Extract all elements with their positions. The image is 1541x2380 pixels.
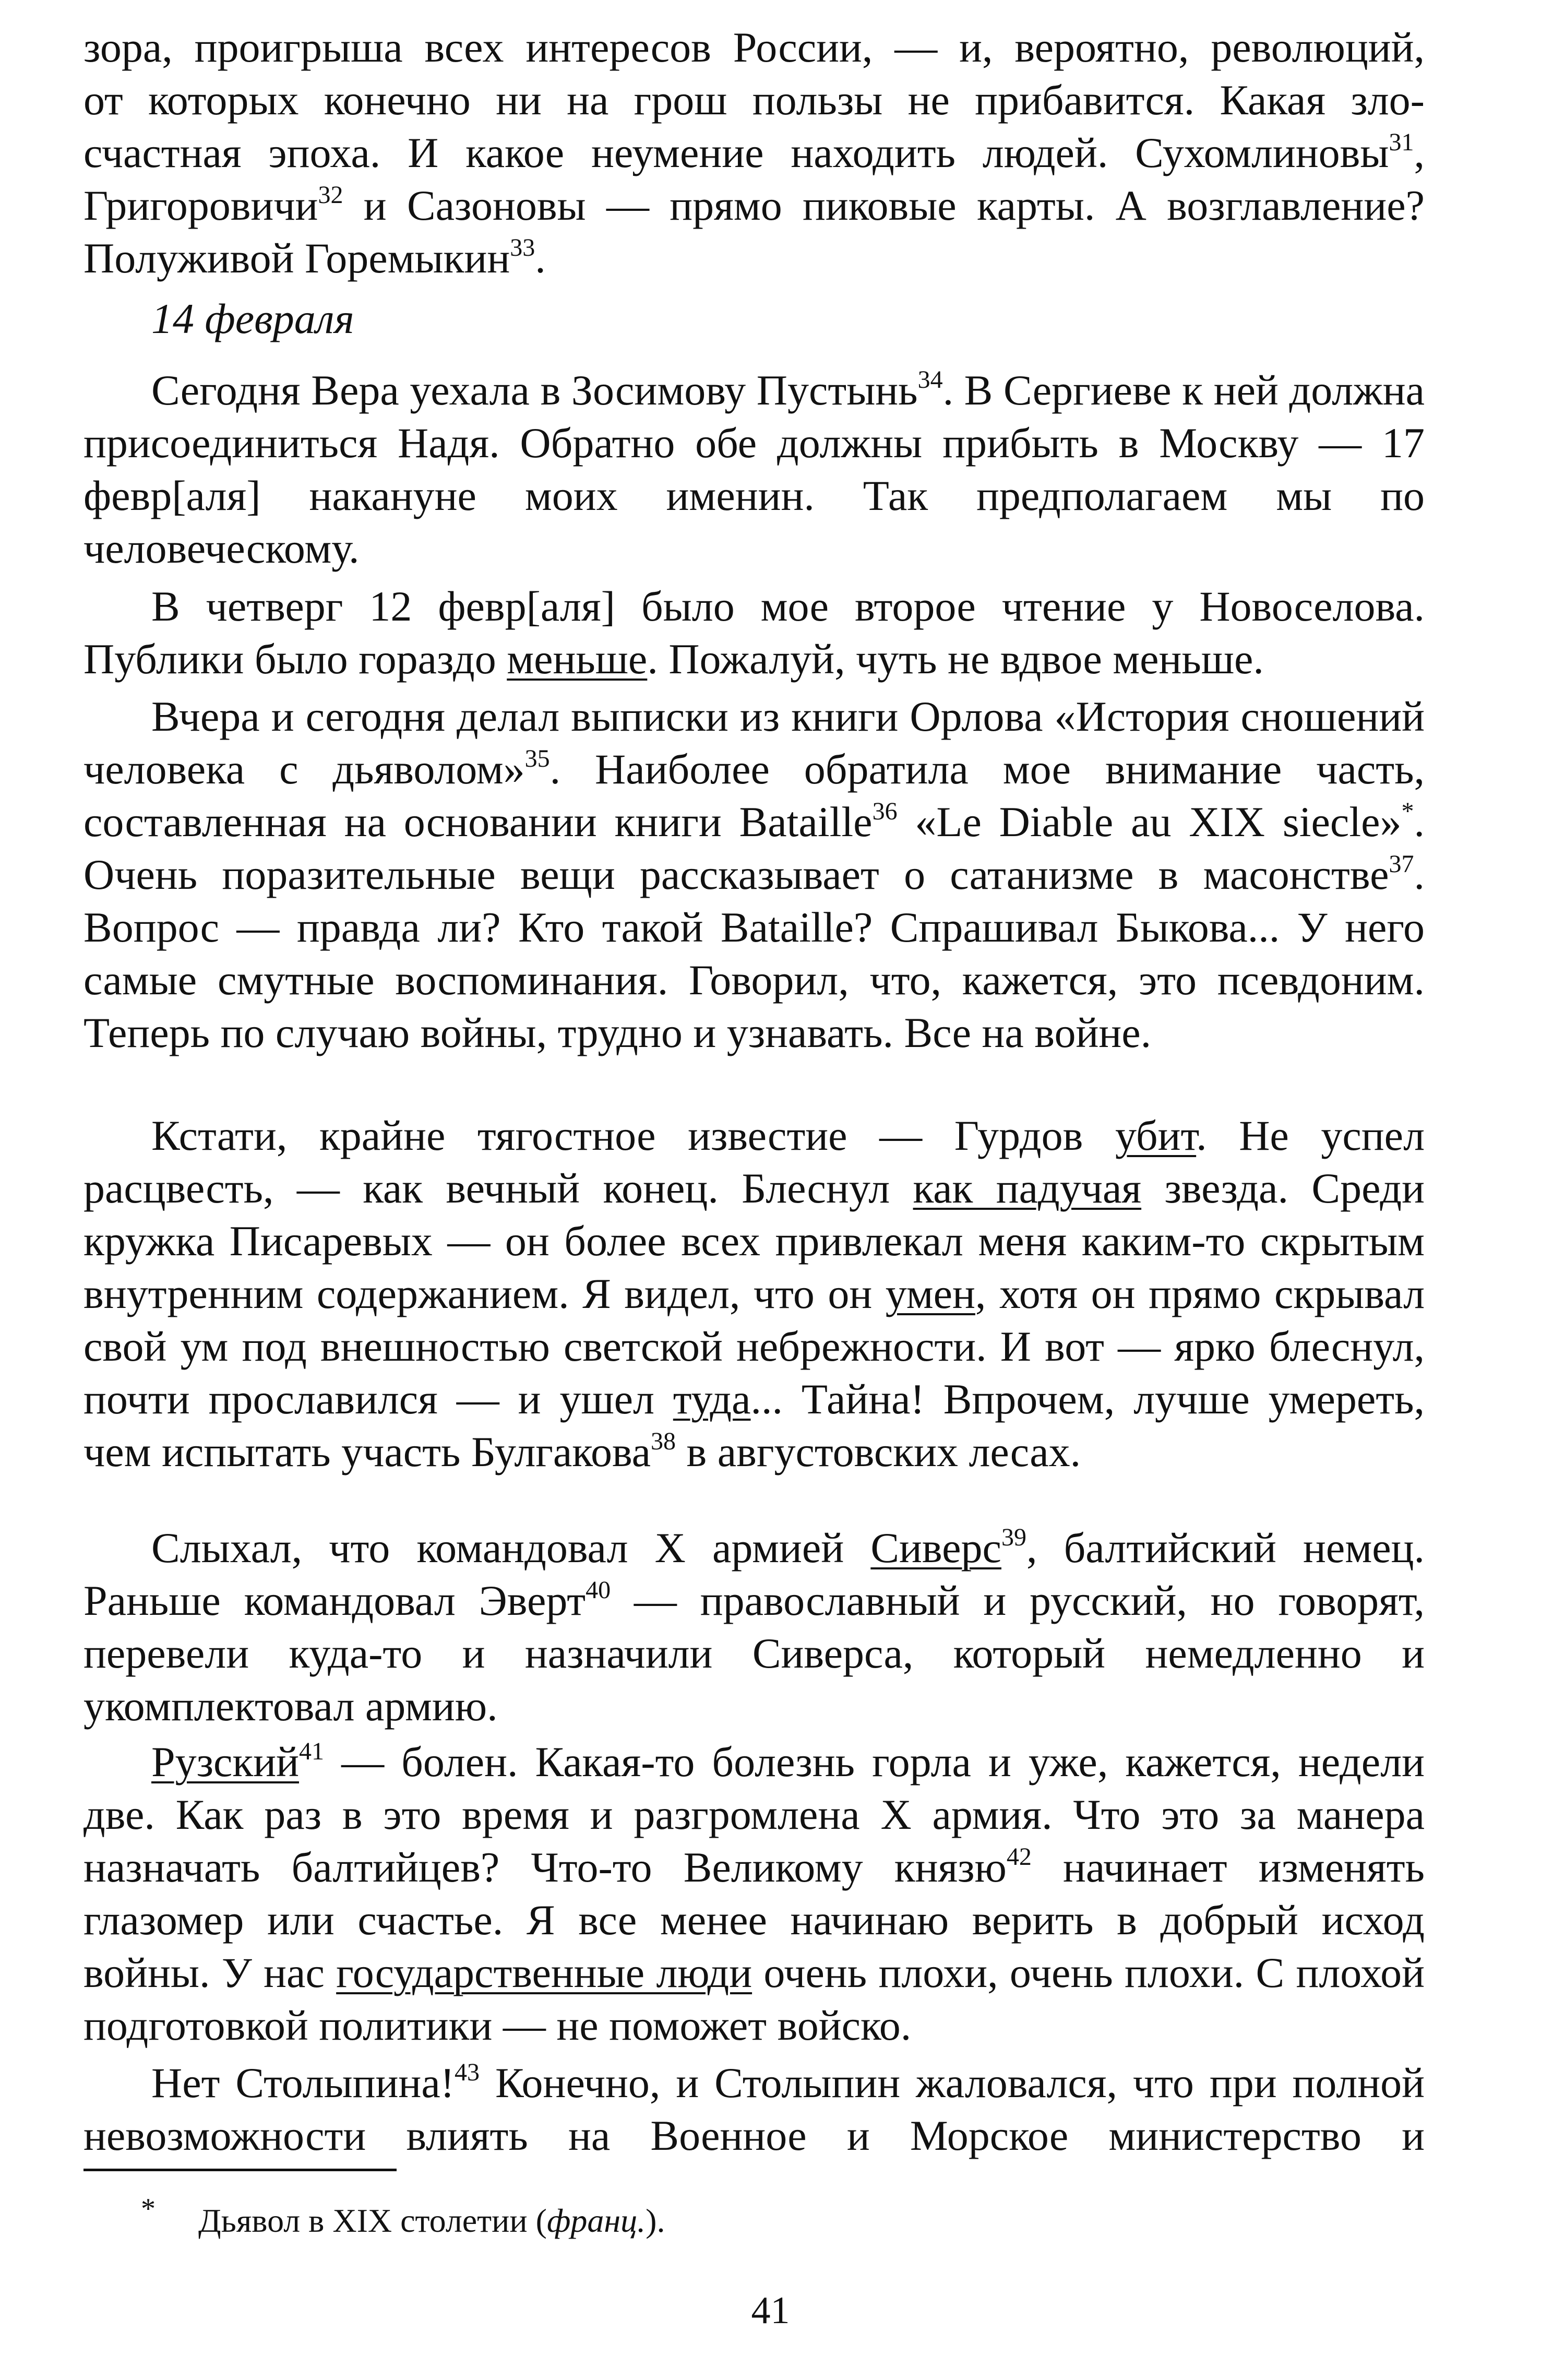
underlined-word: умен (885, 1270, 975, 1317)
footnote-ref-41: 41 (299, 1738, 324, 1765)
underlined-phrase: как падучая (913, 1164, 1142, 1212)
footnote-ref-31: 31 (1389, 128, 1414, 156)
footnote-ref-34: 34 (917, 366, 943, 394)
footnote-language: франц. (546, 2202, 646, 2239)
footnote-rule (83, 2169, 397, 2171)
paragraph-5: Слыхал, что командовал X армией Сиверс$^{39}$, балтийский немец. Раньше командовал Эверт$^{40}$ — православный и русский, но говорят, перевели куда-то и назначили Сиверса, который немедленно и укомплектовал армию. (83, 1524, 1425, 1730)
paragraph-6: Рузский$^{41}$ — болен. Какая-то болезнь горла и уже, кажется, недели две. Как раз в это время и разгромлена X армия. Что это за манера назначать балтийцев? Что-то Великому князю$^{42}$ начинает изменять глазомер или счастье. Я все менее начинаю верить в добрый исход войны. У нас государственные люди очень плохи, очень плохи. С плохой подготовкой политики — не поможет войско. (83, 1738, 1425, 2049)
diary-date-heading: 14 февраля (151, 295, 354, 342)
paragraph-2: В четверг 12 февр[аля] было мое второе чтение у Новоселова. Публики было гораздо меньше. Пожалуй, чуть не вдвое меньше. (83, 582, 1425, 683)
underlined-phrase: государственные люди (336, 1949, 752, 1996)
underlined-word: Рузский (151, 1738, 299, 1786)
footnote-marker: * (141, 2193, 156, 2225)
paragraph-continuation-line-5: Полуживой Горемыкин$^{33}$. (83, 234, 546, 282)
paragraph-3: Вчера и сегодня делал выписки из книги Орлова «История сношений человека с дьяволом»$^{35}$. Наиболее обратила мое внимание часть, составленная на основании книги Bataille$^{36}$ «Le Diable au XIX siecle»*. Очень поразительные вещи рассказывает о сатанизме в масонстве$^{37}$. Вопрос — правда ли? Кто такой Bataille? Спрашивал Быкова... У него самые смутные воспоминания. Говорил, что, кажется, это псевдоним. Теперь по случаю войны, трудно и узнавать. Все на войне. (83, 693, 1425, 1056)
paragraph-continuation-line-1: зора, проигрыша всех интересов России, — и, вероятно, революций, (83, 23, 1425, 71)
footnote-ref-42: 42 (1006, 1843, 1032, 1871)
underlined-word: меньше (507, 635, 648, 683)
paragraph-7: Нет Столыпина!$^{43}$ Конечно, и Столыпин жаловался, что при полной невозможности влиять на Военное и Морское министерство и (83, 2058, 1425, 2159)
underlined-word: убит (1115, 1112, 1197, 1159)
footnote-text: Дьявол в XIX столетии (франц.). (198, 2202, 665, 2239)
paragraph-4: Кстати, крайне тягостное известие — Гурдов убит. Не успел расцвесть, — как вечный конец. Блеснул как падучая звезда. Среди кружка Писаревых — он более всех привлекал меня каким-то скрытым внутренним содержанием. Я видел, что он умен, хотя он прямо скрывал свой ум под внешностью светской небрежности. И вот — ярко блеснул, почти прославился — и ушел туда... Тайна! Впрочем, лучше умереть, чем испытать участь Булгакова$^{38}$ в августовских лесах. (83, 1112, 1425, 1475)
paragraph-continuation-line-3: счастная эпоха. И какое неумение находить людей. Сухомлиновы$^{31}$, (83, 128, 1425, 176)
footnote-ref-43: 43 (455, 2058, 480, 2086)
footnote-ref-33: 33 (510, 234, 535, 261)
footnote-ref-39: 39 (1001, 1524, 1026, 1551)
paragraph-continuation-line-2: от которых конечно ни на грош пользы не прибавится. Какая зло- (83, 76, 1425, 124)
paragraph-1: Сегодня Вера уехала в Зосимову Пустынь$^{34}$. В Сергиеве к ней должна присоединиться Надя. Обратно обе должны прибыть в Москву — 17 февр[аля] накануне моих именин. Так предполагаем мы по человеческому. (83, 366, 1425, 572)
page-number: 41 (751, 2289, 790, 2332)
footnote-ref-35: 35 (524, 745, 550, 772)
footnote-ref-36: 36 (872, 798, 898, 825)
underlined-word: туда (673, 1375, 751, 1423)
paragraph-continuation-line-4: Григоровичи$^{32}$ и Сазоновы — прямо пиковые карты. А возглавление? (83, 181, 1425, 229)
footnote-ref-38: 38 (650, 1427, 676, 1455)
footnote-ref-37: 37 (1389, 850, 1414, 878)
footnote-ref-40: 40 (586, 1576, 611, 1604)
footnote-ref-32: 32 (318, 181, 343, 209)
footnote-ref-star: * (1401, 798, 1414, 825)
underlined-word: Сиверс (870, 1524, 1001, 1572)
